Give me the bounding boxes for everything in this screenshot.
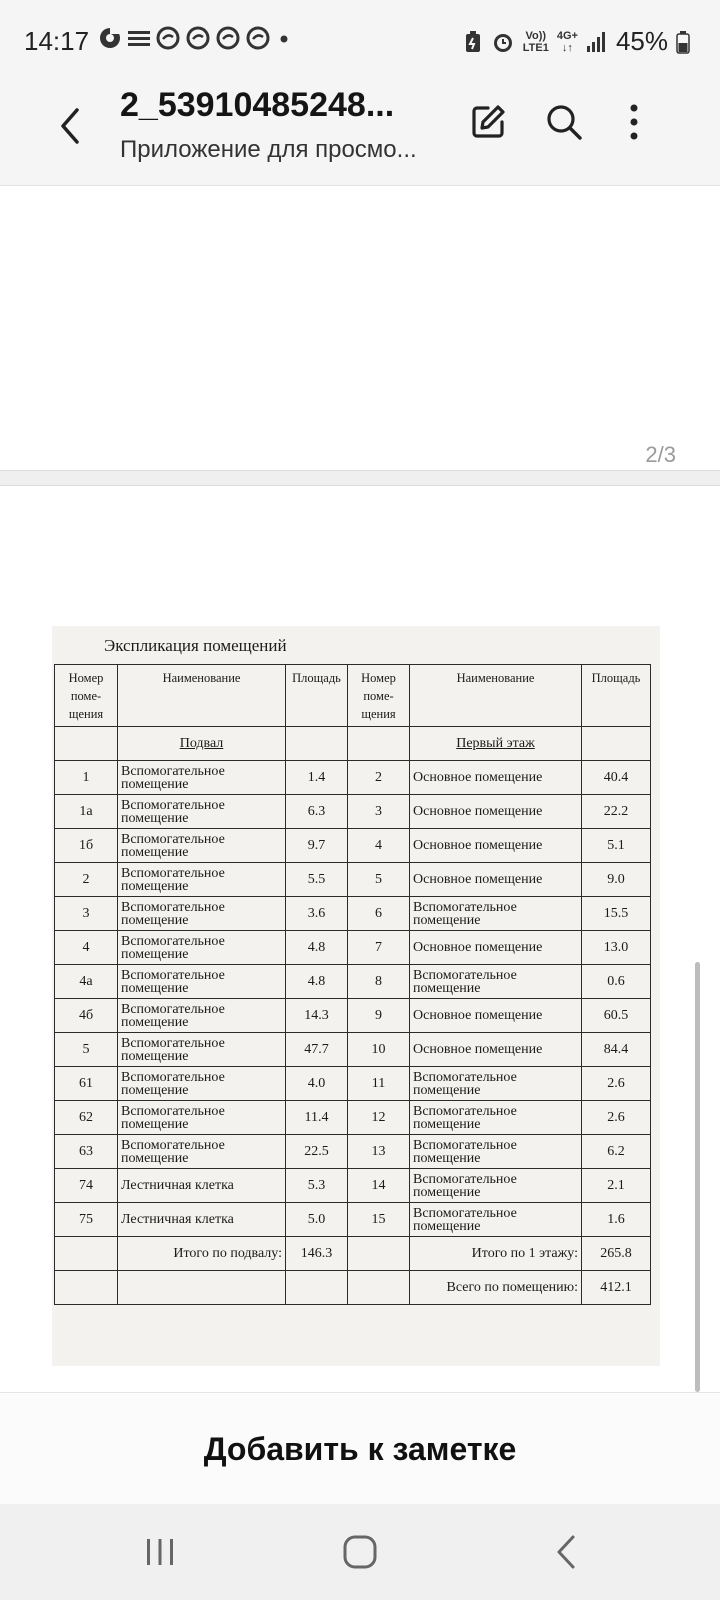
table-row <box>55 999 651 1033</box>
status-time: 14:17 <box>24 26 90 56</box>
action-bar <box>0 1392 720 1504</box>
room-number: 1а <box>55 795 118 829</box>
scanned-page <box>52 626 660 1366</box>
section-first-floor: Первый этаж <box>410 727 582 761</box>
table-row <box>55 761 651 795</box>
room-name: Вспомогательное помещение <box>118 931 286 965</box>
room-number: 2 <box>348 761 410 795</box>
document-subtitle: Приложение для просмо... <box>120 136 417 163</box>
room-area: 14.3 <box>286 999 348 1033</box>
search-button[interactable] <box>538 96 590 148</box>
room-name: Вспомогательное помещение <box>410 1067 582 1101</box>
room-number: 1 <box>55 761 118 795</box>
document-heading: Экспликация помещений <box>104 636 287 655</box>
room-area: 5.1 <box>582 829 651 863</box>
header-number: Номер поме- щения <box>55 665 118 727</box>
room-area: 2.6 <box>582 1101 651 1135</box>
room-number: 4 <box>55 931 118 965</box>
total-floor1-value: 265.8 <box>582 1237 651 1271</box>
room-name: Вспомогательное помещение <box>118 965 286 999</box>
header-number: Номер поме- щения <box>348 665 410 727</box>
edit-icon <box>468 102 508 142</box>
edit-button[interactable] <box>462 96 514 148</box>
table-row <box>55 1169 651 1203</box>
grand-total-row <box>55 1271 651 1305</box>
total-basement-value: 146.3 <box>286 1237 348 1271</box>
room-area: 3.6 <box>286 897 348 931</box>
header-name: Наименование <box>410 665 582 727</box>
home-button[interactable] <box>330 1526 390 1578</box>
room-area: 15.5 <box>582 897 651 931</box>
room-area: 0.6 <box>582 965 651 999</box>
table-row <box>55 1203 651 1237</box>
total-all-label: Всего по помещению: <box>410 1271 582 1305</box>
room-area: 11.4 <box>286 1101 348 1135</box>
room-number: 9 <box>348 999 410 1033</box>
table-row <box>55 1033 651 1067</box>
room-number: 3 <box>348 795 410 829</box>
room-number: 61 <box>55 1067 118 1101</box>
room-number: 4б <box>55 999 118 1033</box>
room-number: 12 <box>348 1101 410 1135</box>
room-number: 10 <box>348 1033 410 1067</box>
table-header <box>55 665 651 727</box>
table-row <box>55 795 651 829</box>
room-number: 4а <box>55 965 118 999</box>
notification-icons <box>98 26 292 50</box>
room-name: Лестничная клетка <box>118 1203 286 1237</box>
home-icon <box>342 1534 378 1570</box>
room-area: 5.5 <box>286 863 348 897</box>
table-row <box>55 1101 651 1135</box>
room-number: 6 <box>348 897 410 931</box>
room-name: Вспомогательное помещение <box>118 1067 286 1101</box>
system-back-button[interactable] <box>536 1526 596 1578</box>
room-name: Вспомогательное помещение <box>118 761 286 795</box>
room-name: Основное помещение <box>410 1033 582 1067</box>
room-name: Вспомогательное помещение <box>410 897 582 931</box>
section-row <box>55 727 651 761</box>
room-area: 2.6 <box>582 1067 651 1101</box>
room-number: 5 <box>55 1033 118 1067</box>
battery-percent: 45% <box>615 26 668 56</box>
navigation-bar <box>0 1504 720 1600</box>
room-number: 13 <box>348 1135 410 1169</box>
volte-indicator: Vo)) LTE1 <box>522 29 549 54</box>
chat-bubble-icon <box>186 26 210 50</box>
scrollbar[interactable] <box>695 962 700 1392</box>
network-type: 4G+ ↓↑ <box>556 29 578 54</box>
table-row <box>55 965 651 999</box>
room-area: 40.4 <box>582 761 651 795</box>
table-row <box>55 1135 651 1169</box>
table-row <box>55 897 651 931</box>
room-area: 5.0 <box>286 1203 348 1237</box>
room-number: 3 <box>55 897 118 931</box>
room-name: Лестничная клетка <box>118 1169 286 1203</box>
room-number: 62 <box>55 1101 118 1135</box>
total-floor1-label: Итого по 1 этажу: <box>410 1237 582 1271</box>
room-number: 11 <box>348 1067 410 1101</box>
recent-apps-icon <box>143 1536 177 1568</box>
chat-bubble-icon <box>216 26 240 50</box>
header-area: Площадь <box>286 665 348 727</box>
room-area: 5.3 <box>286 1169 348 1203</box>
back-icon <box>554 1534 578 1570</box>
room-name: Вспомогательное помещение <box>118 1101 286 1135</box>
room-name: Основное помещение <box>410 795 582 829</box>
room-number: 7 <box>348 931 410 965</box>
room-name: Основное помещение <box>410 931 582 965</box>
room-area: 84.4 <box>582 1033 651 1067</box>
room-name: Вспомогательное помещение <box>118 829 286 863</box>
chat-bubble-icon <box>246 26 270 50</box>
room-name: Вспомогательное помещение <box>410 1101 582 1135</box>
room-name: Вспомогательное помещение <box>410 965 582 999</box>
room-name: Вспомогательное помещение <box>118 795 286 829</box>
sync-icon <box>98 26 122 50</box>
room-area: 9.0 <box>582 863 651 897</box>
header-name: Наименование <box>118 665 286 727</box>
room-name: Основное помещение <box>410 761 582 795</box>
alarm-icon <box>491 30 515 54</box>
room-name: Вспомогательное помещение <box>118 897 286 931</box>
table-row <box>55 829 651 863</box>
more-options-button[interactable] <box>608 96 660 148</box>
totals-row <box>55 1237 651 1271</box>
search-icon <box>544 102 584 142</box>
room-area: 22.2 <box>582 795 651 829</box>
room-name: Вспомогательное помещение <box>118 863 286 897</box>
room-number: 15 <box>348 1203 410 1237</box>
page-separator <box>0 470 720 486</box>
section-basement: Подвал <box>118 727 286 761</box>
room-number: 2 <box>55 863 118 897</box>
table-row <box>55 1067 651 1101</box>
room-area: 13.0 <box>582 931 651 965</box>
room-area: 6.3 <box>286 795 348 829</box>
room-area: 47.7 <box>286 1033 348 1067</box>
document-viewer[interactable] <box>0 186 720 1392</box>
room-number: 74 <box>55 1169 118 1203</box>
room-number: 5 <box>348 863 410 897</box>
room-area: 2.1 <box>582 1169 651 1203</box>
battery-saver-icon <box>463 30 483 54</box>
add-to-note-button[interactable]: Добавить к заметке <box>0 1393 720 1505</box>
room-name: Вспомогательное помещение <box>410 1169 582 1203</box>
room-name: Вспомогательное помещение <box>118 999 286 1033</box>
total-all-value: 412.1 <box>582 1271 651 1305</box>
room-number: 63 <box>55 1135 118 1169</box>
app-bar <box>0 82 720 186</box>
room-name: Вспомогательное помещение <box>118 1033 286 1067</box>
signal-icon <box>586 31 608 53</box>
room-name: Основное помещение <box>410 999 582 1033</box>
header-area: Площадь <box>582 665 651 727</box>
recent-apps-button[interactable] <box>130 1526 190 1578</box>
rooms-table <box>54 664 651 1305</box>
chat-bubble-icon <box>156 26 180 50</box>
page-indicator: 2/3 <box>645 442 676 467</box>
room-area: 1.4 <box>286 761 348 795</box>
room-area: 9.7 <box>286 829 348 863</box>
dot-icon <box>276 26 292 50</box>
room-name: Вспомогательное помещение <box>118 1135 286 1169</box>
more-vertical-icon <box>628 102 640 142</box>
menu-lines-icon <box>128 28 150 48</box>
room-area: 4.0 <box>286 1067 348 1101</box>
room-number: 75 <box>55 1203 118 1237</box>
status-bar <box>0 0 720 82</box>
battery-icon <box>676 30 690 54</box>
room-area: 60.5 <box>582 999 651 1033</box>
room-number: 4 <box>348 829 410 863</box>
room-area: 1.6 <box>582 1203 651 1237</box>
total-basement-label: Итого по подвалу: <box>118 1237 286 1271</box>
back-arrow-icon <box>55 106 85 146</box>
room-name: Вспомогательное помещение <box>410 1135 582 1169</box>
room-area: 22.5 <box>286 1135 348 1169</box>
system-icons <box>463 26 690 57</box>
document-title: 2_53910485248... <box>120 86 395 124</box>
table-row <box>55 931 651 965</box>
room-area: 4.8 <box>286 965 348 999</box>
room-area: 4.8 <box>286 931 348 965</box>
room-number: 1б <box>55 829 118 863</box>
room-number: 8 <box>348 965 410 999</box>
room-name: Основное помещение <box>410 829 582 863</box>
table-row <box>55 863 651 897</box>
back-button[interactable] <box>44 100 96 152</box>
room-name: Вспомогательное помещение <box>410 1203 582 1237</box>
room-number: 14 <box>348 1169 410 1203</box>
room-name: Основное помещение <box>410 863 582 897</box>
room-area: 6.2 <box>582 1135 651 1169</box>
